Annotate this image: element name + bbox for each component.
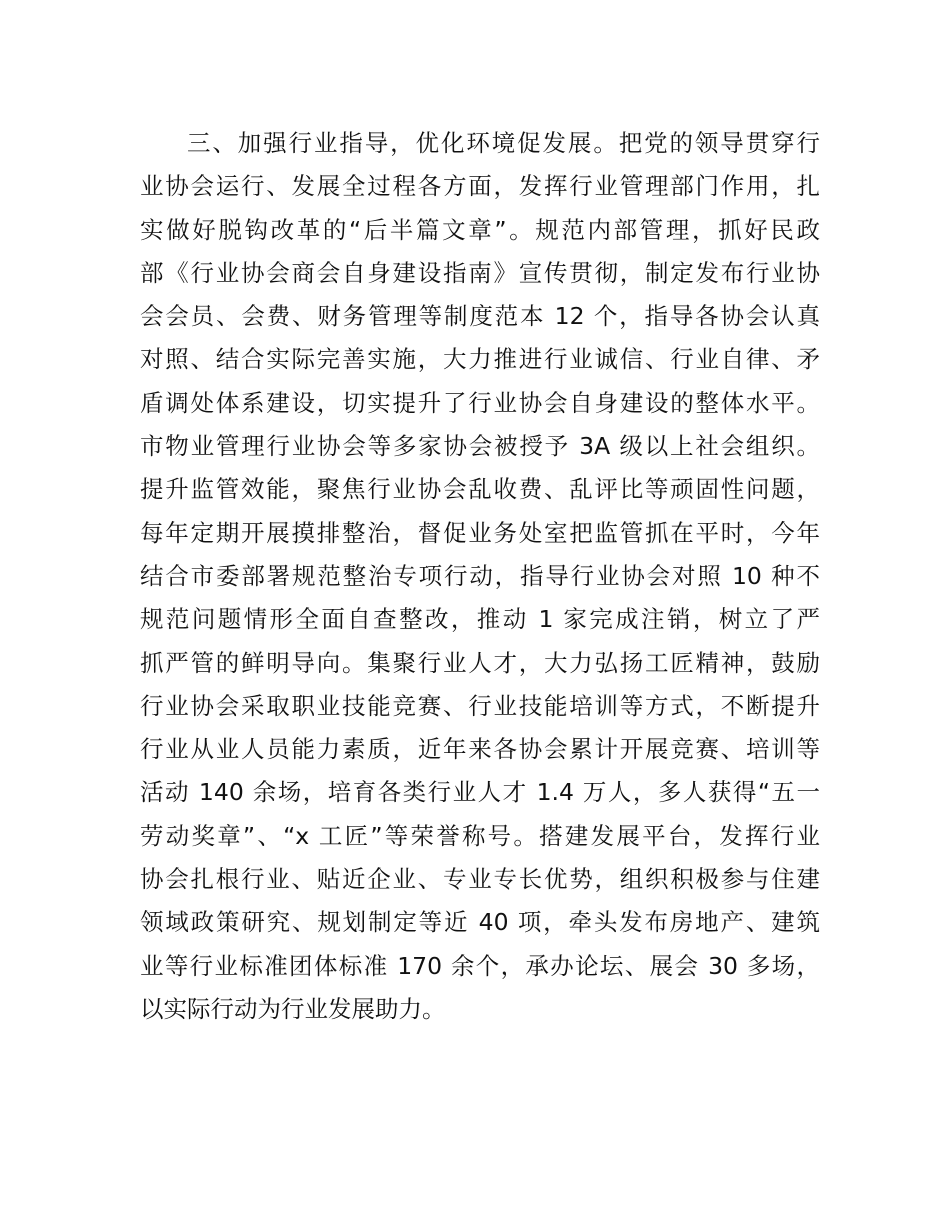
text-line: 业等行业标准团体标准 170 余个，承办论坛、展会 30 多场， xyxy=(140,951,820,980)
text-line: 抓严管的鲜明导向。集聚行业人才，大力弘扬工匠精神，鼓励 xyxy=(140,648,820,677)
text-line: 以实际行动为行业发展助力。 xyxy=(140,994,446,1023)
text-line: 协会扎根行业、贴近企业、专业专长优势，组织积极参与住建 xyxy=(140,865,820,894)
text-line: 对照、结合实际完善实施，大力推进行业诚信、行业自律、矛 xyxy=(140,345,820,374)
text-line: 活动 140 余场，培育各类行业人才 1.4 万人，多人获得“五一 xyxy=(140,778,820,807)
text-line: 提升监管效能，聚焦行业协会乱收费、乱评比等顽固性问题， xyxy=(140,475,820,504)
text-line: 三、加强行业指导，优化环境促发展。把党的领导贯穿行 xyxy=(187,129,820,157)
text-line: 会会员、会费、财务管理等制度范本 12 个，指导各协会认真 xyxy=(140,302,820,331)
text-line: 业协会运行、发展全过程各方面，发挥行业管理部门作用，扎 xyxy=(140,172,820,201)
body-paragraph xyxy=(140,122,820,1031)
text-line: 实做好脱钩改革的“后半篇文章”。规范内部管理，抓好民政 xyxy=(140,215,820,244)
text-line: 行业从业人员能力素质，近年来各协会累计开展竞赛、培训等 xyxy=(140,735,820,764)
text-line: 市物业管理行业协会等多家协会被授予 3A 级以上社会组织。 xyxy=(140,432,820,461)
text-line: 部《行业协会商会自身建设指南》宣传贯彻，制定发布行业协 xyxy=(140,258,820,287)
text-line: 领域政策研究、规划制定等近 40 项，牵头发布房地产、建筑 xyxy=(140,908,820,937)
text-line: 劳动奖章”、“x 工匠”等荣誉称号。搭建发展平台，发挥行业 xyxy=(140,821,820,850)
text-line: 每年定期开展摸排整治，督促业务处室把监管抓在平时，今年 xyxy=(140,518,820,547)
text-line: 行业协会采取职业技能竞赛、行业技能培训等方式，不断提升 xyxy=(140,691,820,720)
text-line: 结合市委部署规范整治专项行动，指导行业协会对照 10 种不 xyxy=(140,561,820,590)
text-line: 规范问题情形全面自查整改，推动 1 家完成注销，树立了严 xyxy=(140,605,820,634)
text-line: 盾调处体系建设，切实提升了行业协会自身建设的整体水平。 xyxy=(140,388,820,417)
